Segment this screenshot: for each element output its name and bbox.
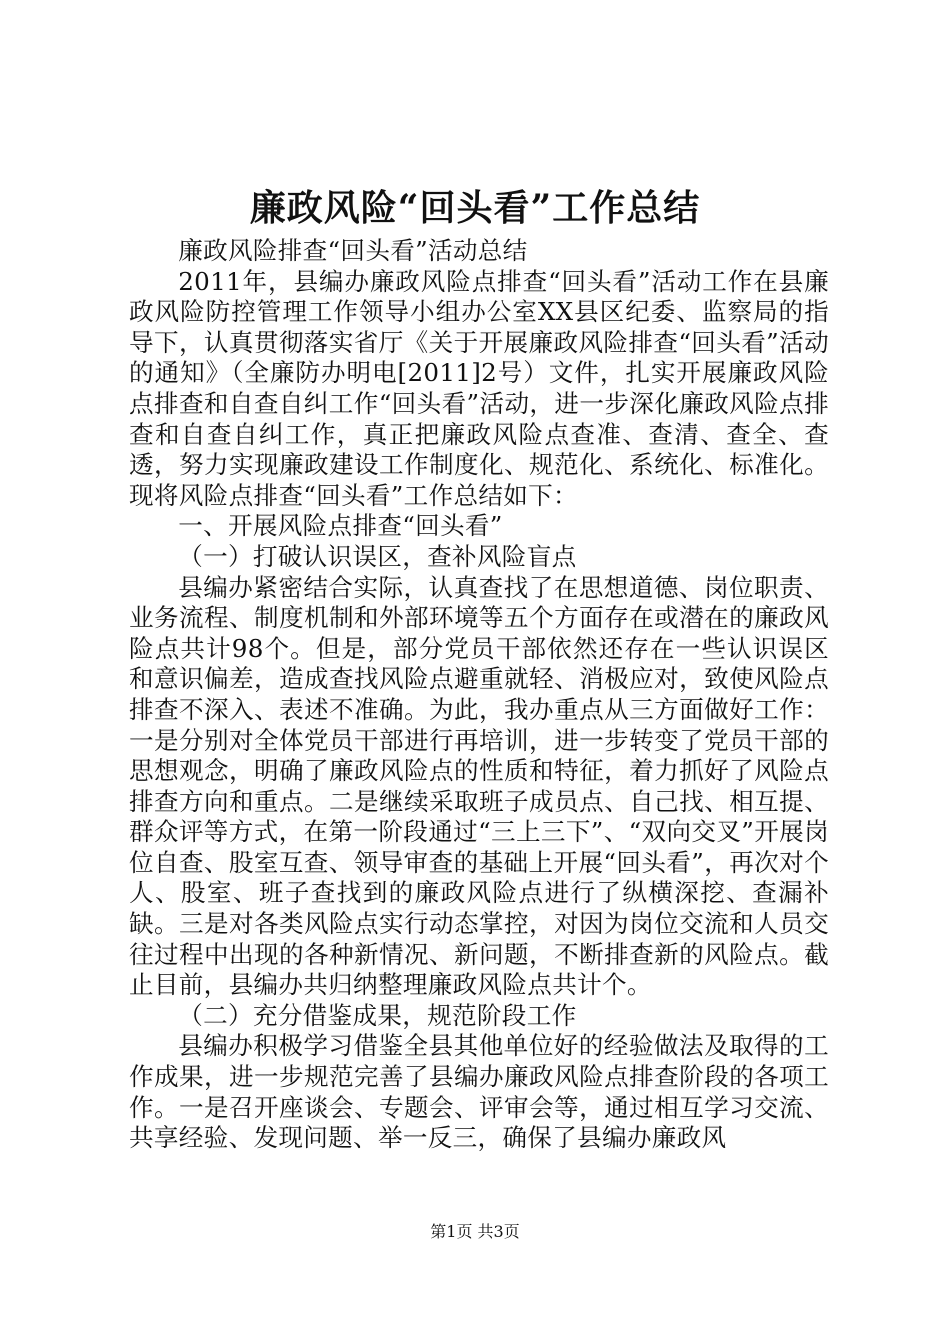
paragraph-subtitle: 廉政风险排查“回头看”活动总结 [178, 236, 528, 265]
paragraph-body-2: 县编办积极学习借鉴全县其他单位好的经验做法及取得的工作成果，进一步规范完善了县编办廉政风险点排查阶段的各项工作。一是召开座谈会、专题会、评审会等，通过相互学习交流、共享经验、发现问题、举一反三，确保了县编办廉政风 [129, 1031, 829, 1153]
paragraph-body-1: 县编办紧密结合实际，认真查找了在思想道德、岗位职责、业务流程、制度机制和外部环境等五个方面存在或潜在的廉政风险点共计98个。但是，部分党员干部依然还存在一些认识误区和意识偏差，造成查找风险点避重就轻、消极应对，致使风险点排查不深入、表述不准确。为此，我办重点从三方面做好工作：一是分别对全体党员干部进行再培训，进一步转变了党员干部的思想观念，明确了廉政风险点的性质和特征，着力抓好了风险点排查方向和重点。二是继续采取班子成员点、自己找、相互提、群众评等方式，在第一阶段通过“三上三下”、“双向交叉”开展岗位自查、股室互查、领导审查的基础上开展“回头看”，再次对个人、股室、班子查找到的廉政风险点进行了纵横深挖、查漏补缺。三是对各类风险点实行动态掌控，对因为岗位交流和人员交往过程中出现的各种新情况、新问题，不断排查新的风险点。截止目前，县编办共归纳整理廉政风险点共计个。 [129, 572, 829, 1000]
document-body [129, 236, 829, 1154]
section-heading-1: 一、开展风险点排查“回头看” [178, 511, 503, 541]
subsection-heading-1: （一）打破认识误区，查补风险盲点 [178, 541, 577, 571]
document-title: 廉政风险“回头看”工作总结 [249, 187, 701, 229]
subsection-heading-2: （二）充分借鉴成果，规范阶段工作 [178, 1000, 577, 1030]
page-footer: 第1页 共3页 [430, 1222, 520, 1241]
paragraph-intro: 2011年，县编办廉政风险点排查“回头看”活动工作在县廉政风险防控管理工作领导小组办公室XX县区纪委、监察局的指导下，认真贯彻落实省厅《关于开展廉政风险排查“回头看”活动的通知》（全廉防办明电[2011]2号）文件，扎实开展廉政风险点排查和自查自纠工作“回头看”活动，进一步深化廉政风险点排查和自查自纠工作，真正把廉政风险点查准、查清、查全、查透，努力实现廉政建设工作制度化、规范化、系统化、标准化。现将风险点排查“回头看”工作总结如下： [129, 266, 829, 510]
